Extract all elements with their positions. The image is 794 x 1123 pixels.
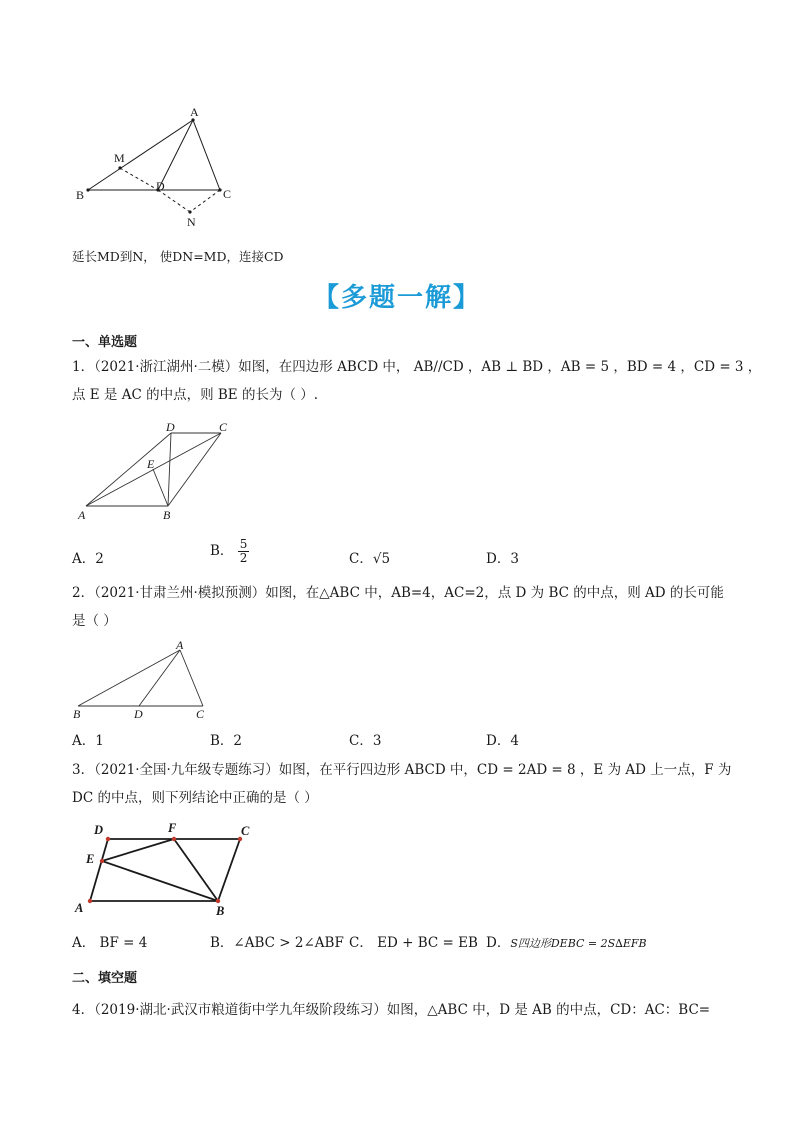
q1-stem-line2: 点 E 是 AC 的中点，则 BE 的长为（ ）. [72,387,319,403]
line-md-dashed [120,168,158,190]
q1-option-c[interactable] [349,547,390,567]
q3-stem-line1: 3．（2021·全国·九年级专题练习）如图，在平行四边形 ABCD 中，CD = 2AD = 8 ，E 为 AD 上一点，F 为 [72,762,732,778]
q3-option-a[interactable]: A． BF = 4 [72,935,148,951]
q4-stem-line1: 4．（2019·湖北·武汉市粮道街中学九年级阶段练习）如图，△ABC 中，D 是 AB 的中点，CD：AC：BC= [72,1002,711,1018]
q1-option-a[interactable]: A．2 [72,551,104,567]
q2-label-b: B [73,707,81,721]
q1-option-b-fraction [238,538,250,565]
q3-label-b: B [216,904,225,915]
q1-option-b-numerator: 5 [239,537,248,551]
q1-option-c-prefix: C． [349,551,373,567]
q3-label-c: C [241,824,250,838]
q1-option-b[interactable] [210,538,249,565]
q2-stem-line1: 2．（2021·甘肃兰州·模拟预测）如图，在△ABC 中，AB=4，AC=2，点 D 为 BC 的中点，则 AD 的长可能 [72,585,724,601]
q1-label-e: E [147,457,155,471]
label-m: M [114,151,125,165]
q3-option-b[interactable]: B．∠ABC > 2∠ABF [210,935,344,951]
q1-stem-line1: 1．（2021·浙江湖州·二模）如图，在四边形 ABCD 中， AB//CD ，AB ⊥ BD ，AB = 5 ，BD = 4 ，CD = 3 ， [72,359,762,375]
section-single-choice: 一、单选题 [72,335,138,350]
q2-label-c: C [196,707,205,721]
q2-stem-line2: 是（ ） [72,613,117,629]
q1-figure-quadrilateral [72,420,242,525]
q1-label-b: B [163,508,171,522]
line-cn-dashed [190,190,220,212]
q2-option-c[interactable]: C．3 [349,733,382,749]
label-d: D [156,179,165,193]
q2-figure-triangle [72,638,222,723]
q3-option-d-formula: S四边形DEBC = 2S∆EFB [510,937,647,950]
figure-triangle-median-extension [70,100,250,230]
q1-option-c-value: √5 [372,551,391,567]
q3-label-f: F [168,821,177,835]
line-ac [193,120,220,190]
q3-stem-line2: DC 的中点，则下列结论中正确的是（ ） [72,790,318,806]
q1-option-d[interactable]: D．3 [486,551,519,567]
q2-option-d[interactable]: D．4 [486,733,519,749]
label-c: C [223,187,232,201]
q1-label-a: A [78,508,86,522]
line-ba [88,120,193,190]
page-heading: 【多题一解】 [312,283,481,313]
label-b: B [76,188,85,202]
q3-option-d[interactable] [486,931,647,951]
label-a: A [190,105,199,119]
q3-option-d-prefix: D． [486,935,511,951]
q2-option-b[interactable]: B．2 [210,733,243,749]
q3-option-c[interactable]: C． ED + BC = EB [349,935,478,951]
q3-label-a: A [75,901,84,915]
figure-caption: 延长MD到N， 使DN=MD，连接CD [72,249,284,264]
q1-label-d: D [166,420,175,434]
line-dn-dashed [158,190,190,212]
label-n: N [187,215,196,229]
q1-option-b-prefix: B． [210,543,234,559]
q1-option-b-denominator: 2 [239,551,248,565]
q3-figure-parallelogram [72,815,272,915]
section-fill-in: 二、填空题 [72,971,138,986]
q1-label-c: C [219,420,228,434]
q2-label-a: A [176,638,184,652]
q3-label-d: D [94,823,104,837]
q3-label-e: E [86,852,95,866]
q2-label-d: D [134,707,143,721]
q2-option-a[interactable]: A．1 [72,733,104,749]
